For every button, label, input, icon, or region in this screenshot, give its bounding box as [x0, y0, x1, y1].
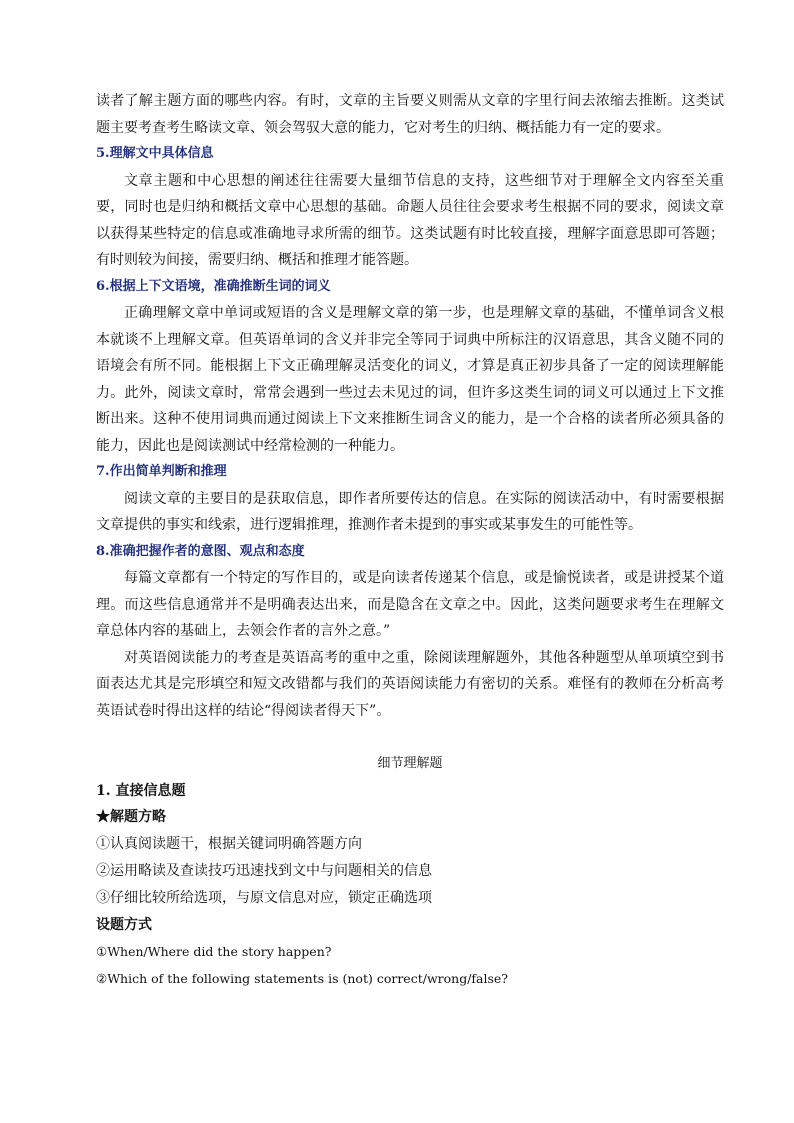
- strategy-item: ①认真阅读题干，根据关键词明确答题方向: [96, 835, 362, 852]
- section-heading-6: 6.根据上下文语境，准确推断生词的词义: [96, 278, 331, 294]
- section-body-6: 正确理解文章中单词或短语的含义是理解文章的第一步，也是理解文章的基础，不懂单词含义根本就谈不上理解文章。但英语单词的含义并非完全等同于词典中所标注的汉语意思，其含义随不同的语境会有所不同。能根据上下文正确理解灵活变化的词义，才算是真正初步具备了一定的阅读理解能力。此外，阅读文章时，常常会遇到一些过去未见过的词，但许多这类生词的词义可以通过上下文推断出来。这种不使用词典而通过阅读上下文来推断生词含义的能力，是一个合格的读者所必须具备的能力，因此也是阅读测试中经常检测的一种能力。: [96, 305, 724, 454]
- closing-paragraph: 对英语阅读能力的考查是英语高考的重中之重，除阅读理解题外，其他各种题型从单项填空到书面表达尤其是完形填空和短文改错都与我们的英语阅读能力有密切的关系。难怪有的教师在分析高考英语试卷时得出这样的结论“得阅读者得天下”。: [96, 649, 724, 719]
- strategy-item: ③仔细比较所给选项，与原文信息对应，锁定正确选项: [96, 889, 432, 906]
- section-body-5: 文章主题和中心思想的阐述往往需要大量细节信息的支持，这些细节对于理解全文内容至关重要，同时也是归纳和概括文章中心思想的基础。命题人员往往会要求考生根据不同的要求，阅读文章以获得某些特定的信息或准确地寻求所需的细节。这类试题有时比较直接，理解字面意思即可答题；有时则较为间接，需要归纳、概括和推理才能答题。: [96, 172, 724, 268]
- question-heading: 设题方式: [96, 916, 152, 933]
- strategy-item: ②运用略读及查读技巧迅速找到文中与问题相关的信息: [96, 862, 432, 879]
- detail-item-heading: 1. 直接信息题: [96, 782, 186, 799]
- question-item: ②Which of the following statements is (not) correct/wrong/false?: [96, 971, 508, 986]
- section-heading-5: 5.理解文中具体信息: [96, 146, 214, 161]
- section-gap: [96, 724, 724, 751]
- section-body-8: 每篇文章都有一个特定的写作目的，或是向读者传递某个信息，或是愉悦读者，或是讲授某个道理。而这些信息通常并不是明确表达出来，而是隐含在文章之中。因此，这类问题要求考生在理解文章总体内容的基础上，去领会作者的言外之意。”: [96, 570, 724, 639]
- section-body-7: 阅读文章的主要目的是获取信息，即作者所要传达的信息。在实际的阅读活动中，有时需要根据文章提供的事实和线索，进行逻辑推理，推测作者未提到的事实或某事发生的可能性等。: [96, 490, 724, 533]
- section-heading-7: 7.作出简单判断和推理: [96, 464, 227, 479]
- intro-paragraph: 读者了解主题方面的哪些内容。有时，文章的主旨要义则需从文章的字里行间去浓缩去推断。这类试题主要考查考生略读文章、领会驾驭大意的能力，它对考生的归纳、概括能力有一定的要求。: [96, 93, 724, 136]
- document-page: [96, 88, 724, 992]
- detail-section-title: 细节理解题: [377, 756, 443, 771]
- section-heading-8: 8.准确把握作者的意图、观点和态度: [96, 543, 305, 559]
- question-item: ①When/Where did the story happen?: [96, 944, 332, 959]
- strategy-heading: ★解题方略: [96, 809, 166, 825]
